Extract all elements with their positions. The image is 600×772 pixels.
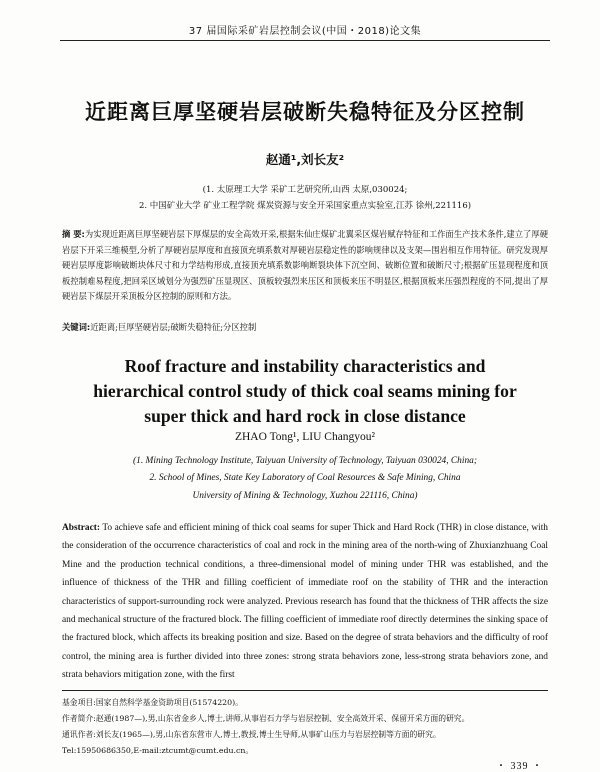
english-abstract — [62, 519, 548, 685]
chinese-affiliation-2: 2. 中国矿业大学 矿业工程学院 煤炭资源与安全开采国家重点实验室,江苏 徐州,221116) — [138, 201, 472, 211]
chinese-affiliation-1: (1. 太原理工大学 采矿工艺研究所,山西 太原,030024; — [202, 185, 408, 195]
footnote-author-1: 作者简介:赵通(1987—),男,山东省金乡人,博士,讲师,从事岩石力学与岩层控制、安全高效开采、保留开采方面的研究。 — [62, 714, 470, 723]
english-abstract-label: Abstract: — [62, 523, 101, 533]
chinese-keywords-label: 关键词: — [62, 322, 91, 332]
chinese-abstract-label: 摘 要: — [62, 229, 85, 239]
english-affiliation-2: 2. School of Mines, State Key Laboratory of Coal Resources & Safe Mining, China — [149, 473, 461, 483]
chinese-keywords — [62, 321, 548, 333]
chinese-keywords-text: 近距离;巨厚坚硬岩层;破断失稳特征;分区控制 — [90, 322, 257, 332]
english-abstract-text: To achieve safe and efficient mining of thick coal seams for super Thick and Hard Rock (THR) in close distance, with the consideration of the occurrence characteristics of coal and rock in the mining area of the north-wing of Zhuxianzhuang Coal Mine and the production technical conditions, a three-dimensional model of mining under THR was established, and the influence of thickness of the THR and filling coefficient of immediate roof on the stability of THR and the interaction characteristics of support-surrounding rock were analyzed. Previous research has found that the thickness of THR affects the size and mechanical structure of the fractured block. The filling coefficient of immediate roof directly determines the sinking space of the fractured block, which affects its breaking position and size. Based on the degree of strata behaviors and the difficulty of roof control, the mining area is further divided into three zones: strong strata behaviors zone, less-strong strata behaviors zone, and strata behaviors mitigation zone, with the first — [62, 523, 548, 681]
footnote-rule — [62, 690, 548, 691]
english-title — [60, 354, 550, 429]
english-authors: ZHAO Tong¹, LIU Changyou² — [234, 431, 376, 443]
running-header: 37 届国际采矿岩层控制会议(中国・2018)论文集 — [188, 26, 422, 37]
footnote-fund: 基金项目:国家自然科学基金资助项目(51574220)。 — [62, 698, 243, 707]
english-affiliation-1: (1. Mining Technology Institute, Taiyuan University of Technology, Taiyuan 030024, China; — [133, 456, 477, 466]
header-rule — [60, 40, 550, 41]
english-title-line-1: Roof fracture and instability characteristics and — [124, 356, 486, 376]
footnote-contact: Tel:15950686350,E-mail:ztcumt@cumt.edu.cn。 — [62, 746, 254, 755]
footnote-author-2: 通讯作者:刘长友(1965—),男,山东省东营市人,博士,教授,博士生导师,从事矿山压力与岩层控制等方面的研究。 — [62, 730, 441, 739]
page-number: ・ 339 ・ — [496, 761, 543, 772]
english-title-line-2: hierarchical control study of thick coal seams mining for — [93, 381, 517, 401]
english-title-line-3: super thick and hard rock in close distance — [144, 406, 466, 426]
chinese-authors: 赵通¹,刘长友² — [265, 152, 345, 167]
chinese-abstract-text: 为实现近距离巨厚坚硬岩层下厚煤层的安全高效开采,根据朱仙庄煤矿北翼采区煤岩赋存特征和工作面生产技术条件,建立了厚硬岩层下开采三维模型,分析了厚硬岩层厚度和直接顶充填系数对厚硬岩层稳定性的影响规律以及支架—围岩相互作用特征。研究发现厚硬岩层厚度影响破断块体尺寸和力学结构形成,直接顶充填系数影响断裂块体下沉空间、破断位置和破断尺寸;根据矿压显现程度和顶板控制难易程度,把回采区域划分为强烈矿压显现区、顶板较强烈来压区和顶板来压不明显区,根据顶板来压强烈程度的不同,提出了厚硬岩层下煤层开采顶板分区控制的原则和方法。 — [62, 229, 548, 302]
chinese-title: 近距离巨厚坚硬岩层破断失稳特征及分区控制 — [85, 100, 525, 124]
chinese-abstract — [62, 227, 548, 305]
english-affiliation-3: University of Mining & Technology, Xuzhou 221116, China) — [192, 491, 418, 501]
